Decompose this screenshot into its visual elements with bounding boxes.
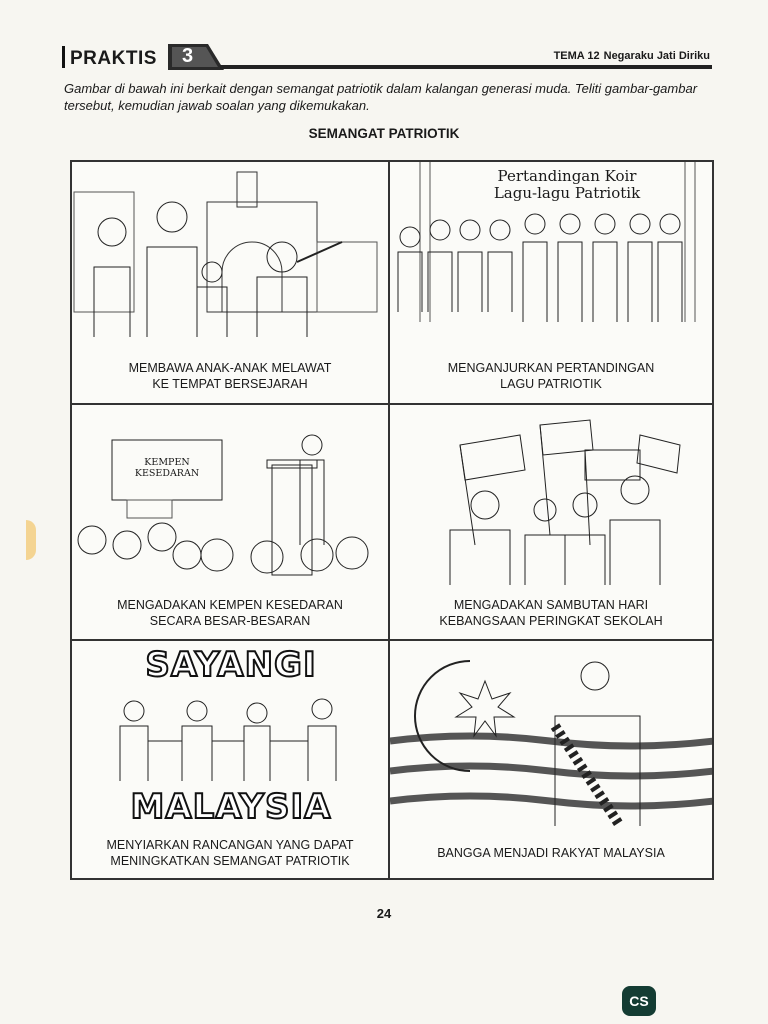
choir-sign-line: Pertandingan Koir bbox=[497, 167, 637, 185]
panel-caption bbox=[72, 597, 388, 629]
tema-title: Negaraku Jati Diriku bbox=[603, 50, 710, 62]
caption-line: KEBANGSAAN PERINGKAT SEKOLAH bbox=[439, 614, 663, 628]
panel-caption bbox=[390, 845, 712, 861]
caption-line: MENGANJURKAN PERTANDINGAN bbox=[447, 361, 655, 375]
caption-line: MENGADAKAN SAMBUTAN HARI bbox=[453, 598, 649, 612]
campaign-banner: KEMPEN KESEDARAN bbox=[134, 457, 200, 479]
caption-line: SECARA BESAR-BESARAN bbox=[149, 614, 311, 628]
campaign-illustration bbox=[72, 405, 389, 595]
page-header bbox=[62, 42, 712, 76]
panel-historic-visit bbox=[71, 161, 389, 404]
national-day-illustration bbox=[390, 405, 713, 595]
historic-visit-illustration bbox=[72, 162, 389, 352]
section-title: SEMANGAT PATRIOTIK bbox=[308, 126, 460, 141]
panel-caption bbox=[390, 597, 712, 629]
picture-grid bbox=[70, 160, 714, 880]
caption-line: MEMBAWA ANAK-ANAK MELAWAT bbox=[128, 361, 332, 375]
panel-caption bbox=[390, 360, 712, 392]
praktis-number-badge bbox=[168, 42, 224, 72]
sayangi-word: SAYANGI bbox=[145, 645, 317, 685]
panel-proud-citizen bbox=[389, 640, 713, 879]
choir-sign bbox=[482, 168, 652, 202]
tema-number: TEMA 12 bbox=[553, 50, 600, 62]
page-edge-tab bbox=[26, 520, 36, 560]
header-rule bbox=[220, 65, 712, 69]
caption-line: MENGADAKAN KEMPEN KESEDARAN bbox=[117, 598, 343, 612]
caption-line: MENYIARKAN RANCANGAN YANG DAPAT bbox=[106, 838, 354, 852]
malaysia-word: MALAYSIA bbox=[130, 787, 332, 827]
number-badge-shape bbox=[168, 42, 224, 72]
caption-line: BANGGA MENJADI RAKYAT MALAYSIA bbox=[437, 846, 665, 860]
page-number: 24 bbox=[376, 906, 392, 921]
panel-caption bbox=[72, 360, 388, 392]
caption-line: KE TEMPAT BERSEJARAH bbox=[152, 377, 308, 391]
header-tab-mark bbox=[62, 46, 65, 68]
praktis-label: PRAKTIS bbox=[70, 48, 157, 69]
flag-salute-illustration bbox=[390, 641, 713, 831]
intro-text: Gambar di bawah ini berkait dengan semangat patriotik dalam kalangan generasi muda. Teliti gambar-gambar tersebut, kemudian jawab soalan yang dikemukakan. bbox=[64, 81, 698, 113]
caption-line: MENINGKATKAN SEMANGAT PATRIOTIK bbox=[110, 854, 350, 868]
panel-caption bbox=[72, 837, 388, 869]
panel-national-day bbox=[389, 404, 713, 640]
praktis-number: 3 bbox=[182, 45, 194, 67]
camscanner-badge: CS bbox=[622, 986, 656, 1016]
caption-line: LAGU PATRIOTIK bbox=[500, 377, 602, 391]
choir-sign-line: Lagu-lagu Patriotik bbox=[493, 184, 641, 202]
panel-campaign bbox=[71, 404, 389, 640]
tema-label bbox=[554, 50, 710, 62]
panel-broadcast bbox=[71, 640, 389, 879]
panel-choir bbox=[389, 161, 713, 404]
